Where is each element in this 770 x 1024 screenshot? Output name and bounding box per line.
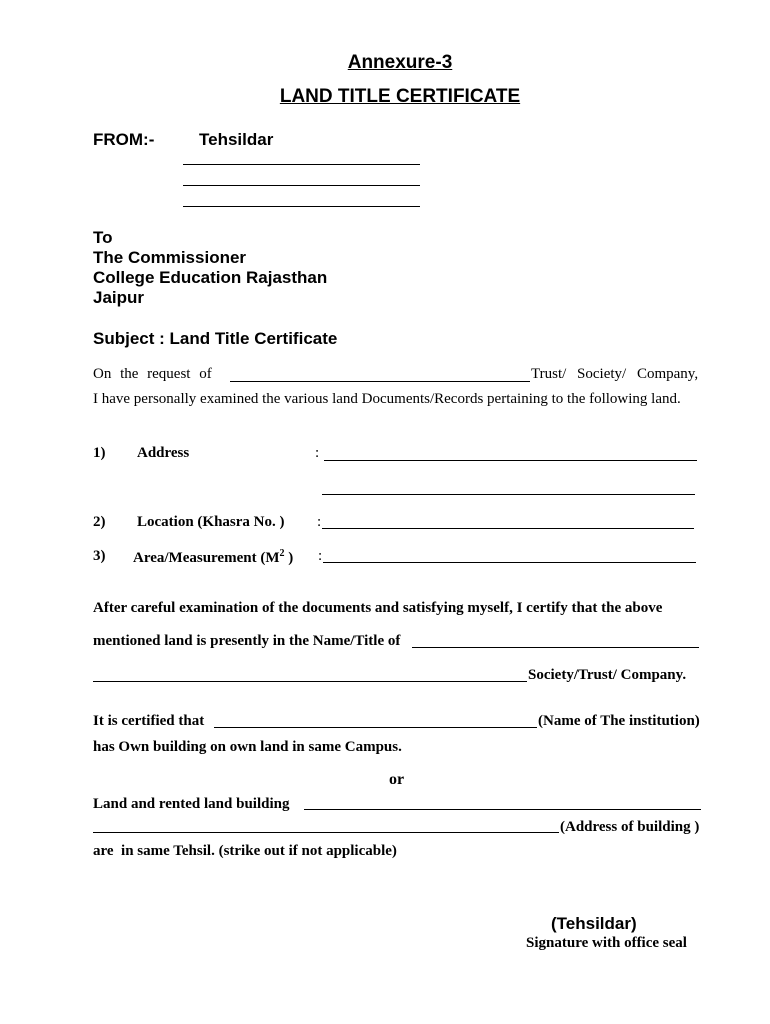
rented-address-suffix: (Address of building ) xyxy=(560,819,700,835)
field-3-number: 3) xyxy=(93,548,106,564)
request-suffix: Trust/ Society/ Company, xyxy=(531,366,699,382)
address-input-line-1[interactable] xyxy=(324,460,697,461)
request-prefix: On the request of xyxy=(93,366,212,382)
khasra-input-line[interactable] xyxy=(322,528,694,529)
recipient-title: The Commissioner xyxy=(93,248,247,267)
from-address-line-3[interactable] xyxy=(183,206,420,207)
field-1-colon: : xyxy=(315,445,320,461)
title-holder-line-1[interactable] xyxy=(412,647,699,648)
title-holder-line-2[interactable] xyxy=(93,681,527,682)
certified-suffix: (Name of The institution) xyxy=(538,713,700,729)
certified-line-2: has Own building on own land in same Campus. xyxy=(93,739,402,755)
or-separator: or xyxy=(389,771,405,788)
requester-name-line[interactable] xyxy=(230,381,530,382)
recipient-department: College Education Rajasthan xyxy=(93,268,328,287)
field-3-colon: : xyxy=(318,548,323,564)
to-label: To xyxy=(93,228,113,247)
building-address-line[interactable] xyxy=(93,832,559,833)
address-input-line-2[interactable] xyxy=(322,494,695,495)
certify-line-3-suffix: Society/Trust/ Company. xyxy=(528,667,687,683)
certificate-title: LAND TITLE CERTIFICATE xyxy=(279,86,521,107)
field-2-number: 2) xyxy=(93,514,106,530)
field-3-superscript: 2 xyxy=(279,548,285,559)
certify-line-1: After careful examination of the documents and satisfying myself, I certify that the above xyxy=(93,600,663,616)
from-address-line-2[interactable] xyxy=(183,185,420,186)
field-2-label: Location (Khasra No. ) xyxy=(137,514,285,530)
field-1-label: Address xyxy=(137,445,190,461)
field-3-label-end: ) xyxy=(284,550,294,566)
rented-prefix: Land and rented land building xyxy=(93,796,290,812)
annexure-heading: Annexure-3 xyxy=(347,52,453,73)
signature-title: (Tehsildar) xyxy=(551,914,637,933)
certified-prefix: It is certified that xyxy=(93,713,205,729)
field-3-label xyxy=(133,548,293,567)
rented-building-line[interactable] xyxy=(304,809,701,810)
from-label: FROM:- xyxy=(93,130,155,149)
signature-caption: Signature with office seal xyxy=(526,935,687,951)
area-input-line[interactable] xyxy=(323,562,696,563)
field-2-colon: : xyxy=(317,514,322,530)
rented-line-3: are in same Tehsil. (strike out if not applicable) xyxy=(93,843,397,859)
request-line-2: I have personally examined the various land Documents/Records pertaining to the following land. xyxy=(93,391,681,407)
from-sender: Tehsildar xyxy=(199,130,274,149)
recipient-city: Jaipur xyxy=(93,288,145,307)
certify-line-2: mentioned land is presently in the Name/Title of xyxy=(93,633,401,649)
from-address-line-1[interactable] xyxy=(183,164,420,165)
field-1-number: 1) xyxy=(93,445,106,461)
field-3-label-text: Area/Measurement (M xyxy=(133,550,280,566)
institution-name-line[interactable] xyxy=(214,727,537,728)
subject-line: Subject : Land Title Certificate xyxy=(93,329,338,348)
